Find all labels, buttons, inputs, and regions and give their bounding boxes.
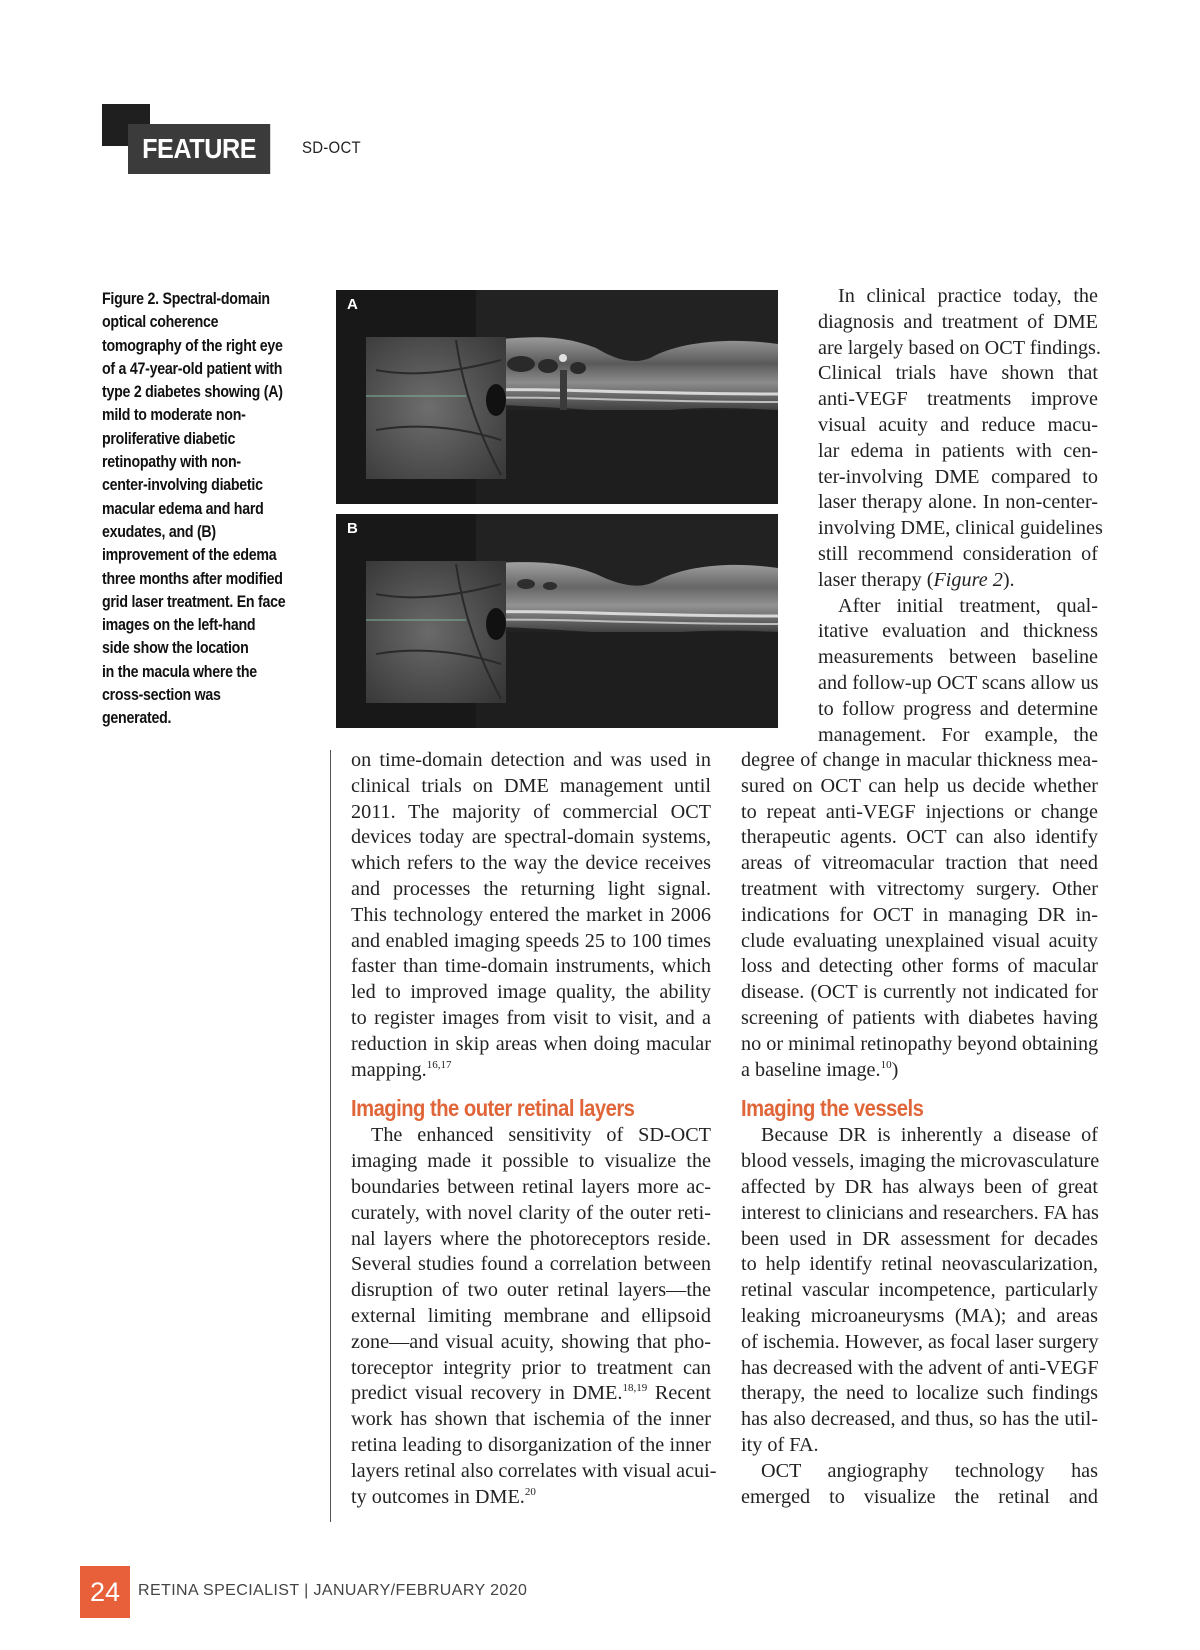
text-line: visual acuity and reduce macu- (818, 413, 1098, 436)
footer-separator: | (299, 1582, 314, 1599)
text-line: retina leading to disorganization of the inner (351, 1433, 711, 1456)
caption-line: grid laser treatment. En face (102, 592, 286, 611)
text-line: itative evaluation and thickness (818, 620, 1098, 643)
text-line: degree of change in macular thickness mea- (741, 749, 1098, 771)
text-line: Clinical trials have shown that (818, 362, 1098, 385)
text-line: still recommend consideration of (818, 542, 1098, 565)
caption-line: type 2 diabetes showing (A) (102, 383, 283, 402)
text-line: to repeat anti-VEGF injections or change (741, 800, 1098, 823)
text-line: external limiting membrane and ellipsoid (351, 1304, 711, 1327)
text-line: interest to clinicians and researchers. FA has (741, 1201, 1099, 1224)
text-line: In clinical practice today, the (838, 285, 1098, 307)
text-line: OCT angiography technology has (761, 1459, 1098, 1482)
section-topic: SD-OCT (302, 138, 361, 157)
text-line: has decreased with the advent of anti-VEGF (741, 1356, 1099, 1379)
caption-line: macular edema and hard (102, 499, 264, 518)
figure-reference: Figure 2 (933, 568, 1003, 591)
oct-panel-a (336, 290, 778, 504)
caption-line: improvement of the edema (102, 546, 277, 565)
text-line: diagnosis and treatment of DME (818, 310, 1098, 333)
text-line: Because DR is inherently a disease of (761, 1124, 1098, 1147)
text-line: 2011. The majority of commercial OCT (351, 800, 711, 823)
text-line: loss and detecting other forms of macular (741, 955, 1098, 978)
issue-date: JANUARY/FEBRUARY 2020 (313, 1582, 528, 1599)
text-line: been used in DR assessment for decades (741, 1227, 1098, 1250)
text-line: zone—and visual acuity, showing that pho- (351, 1330, 711, 1353)
right-column-top (818, 284, 1103, 748)
text-line: disruption of two outer retinal layers—the (351, 1279, 711, 1302)
text-fragment: predict visual recovery in DME. (351, 1382, 623, 1405)
caption-line: mild to moderate non- (102, 406, 246, 425)
text-line: faster than time-domain instruments, which (351, 955, 711, 978)
text-line: therapy, the need to localize such findings (741, 1382, 1098, 1405)
caption-line: side show the location (102, 639, 249, 658)
right-column (741, 748, 1098, 1510)
text-line: treatment with vitrectomy surgery. Other (741, 877, 1098, 900)
caption-line: of a 47-year-old patient with (102, 359, 283, 378)
oct-image-b (336, 514, 778, 728)
text-line: devices today are spectral-domain systems, (351, 826, 711, 849)
text-line (818, 568, 1098, 594)
caption-line: generated. (102, 709, 172, 728)
text-line: to register images from visit to visit, and a (351, 1006, 711, 1029)
text-line: measurements between baseline (818, 646, 1098, 669)
text-line: layers retinal also correlates with visual acui- (351, 1459, 717, 1482)
text-line: clude evaluating unexplained visual acuity (741, 929, 1098, 952)
text-line: laser therapy alone. In non-center- (818, 491, 1098, 514)
text-line: are largely based on OCT findings. (818, 336, 1101, 359)
oct-panel-b (336, 514, 778, 728)
section-heading: Imaging the outer retinal layers (351, 1095, 635, 1122)
column-rule (330, 750, 331, 1522)
text-line: ter-involving DME compared to (818, 465, 1098, 488)
section-heading: Imaging the vessels (741, 1095, 924, 1122)
oct-image-a (336, 290, 778, 504)
text-line: involving DME, clinical guidelines (818, 517, 1103, 540)
text-fragment: Recent (647, 1382, 711, 1405)
text-line: disease. (OCT is currently not indicated for (741, 981, 1098, 1004)
page-number: 24 (80, 1566, 130, 1618)
text-line: on time-domain detection and was used in (351, 749, 711, 771)
text-line: to help identify retinal neovascularization, (741, 1253, 1098, 1276)
text-line: no or minimal retinopathy beyond obtaining (741, 1032, 1099, 1055)
text-fragment: ). (1002, 568, 1015, 591)
text-line: to follow progress and determine (818, 697, 1098, 720)
text-line (741, 1058, 1098, 1084)
text-line: After initial treatment, qual- (838, 594, 1098, 617)
caption-line: cross-section was (102, 686, 221, 705)
text-line: which refers to the way the device receives (351, 852, 711, 875)
caption-line: optical coherence (102, 313, 219, 332)
text-line: sured on OCT can help us decide whether (741, 774, 1098, 797)
text-fragment: laser therapy ( (818, 568, 934, 591)
text-line (351, 1058, 711, 1084)
text-line: nal layers where the photoreceptors reside. (351, 1227, 711, 1250)
text-line: lar edema in patients with cen- (818, 439, 1098, 462)
figure-caption (102, 288, 334, 731)
text-line: ity of FA. (741, 1433, 819, 1456)
text-line: leaking microaneurysms (MA); and areas (741, 1304, 1098, 1327)
text-fragment: ty outcomes in DME. (351, 1485, 525, 1508)
caption-line: three months after modified (102, 569, 283, 588)
publication-name: RETINA SPECIALIST (138, 1582, 300, 1599)
caption-line: exudates, and (B) (102, 522, 216, 541)
left-column (351, 748, 717, 1510)
text-line (351, 1485, 711, 1511)
text-line: toreceptor integrity prior to treatment can (351, 1356, 711, 1379)
text-line: has also decreased, and thus, so has the util- (741, 1408, 1098, 1431)
caption-line: in the macula where the (102, 662, 257, 681)
text-line: screening of patients with diabetes having (741, 1006, 1098, 1029)
text-line: management. For example, the (818, 723, 1098, 746)
text-line: blood vessels, imaging the microvasculature (741, 1150, 1100, 1173)
text-line: areas of vitreomacular traction that need (741, 852, 1098, 875)
caption-line: proliferative diabetic (102, 429, 236, 448)
citation: 20 (524, 1485, 536, 1498)
text-line: and processes the returning light signal. (351, 877, 711, 900)
caption-line: tomography of the right eye (102, 336, 283, 355)
caption-line: Figure 2. Spectral-domain (102, 290, 270, 308)
text-line: work has shown that ischemia of the inner (351, 1408, 711, 1431)
caption-line: images on the left-hand (102, 616, 256, 635)
panel-b-label: B (347, 520, 358, 537)
text-line: therapeutic agents. OCT can also identify (741, 826, 1098, 849)
text-line: This technology entered the market in 2006 (351, 903, 711, 926)
citation: 18,19 (622, 1382, 648, 1395)
text-line: clinical trials on DME management until (351, 774, 711, 797)
text-line: affected by DR has always been of great (741, 1175, 1098, 1198)
panel-a-label: A (347, 296, 358, 313)
footer-publication (138, 1582, 527, 1600)
text-fragment: ) (891, 1058, 899, 1081)
text-line: reduction in skip areas when doing macular (351, 1032, 711, 1055)
text-line: of ischemia. However, as focal laser surgery (741, 1330, 1099, 1353)
text-line: indications for OCT in managing DR in- (741, 903, 1098, 926)
text-line: and enabled imaging speeds 25 to 100 times (351, 929, 711, 952)
section-label: FEATURE (128, 124, 270, 174)
text-line: Several studies found a correlation between (351, 1253, 711, 1276)
citation: 10 (880, 1058, 892, 1071)
text-line: anti-VEGF treatments improve (818, 388, 1098, 411)
text-fragment: mapping. (351, 1058, 427, 1081)
text-line: curately, with novel clarity of the outer reti- (351, 1201, 711, 1224)
citation: 16,17 (426, 1058, 452, 1071)
text-line: led to improved image quality, the ability (351, 981, 711, 1004)
text-line: retinal vascular incompetence, particularly (741, 1279, 1098, 1302)
text-line: The enhanced sensitivity of SD-OCT (371, 1124, 711, 1147)
text-line: emerged to visualize the retinal and (741, 1485, 1098, 1508)
text-line: boundaries between retinal layers more ac- (351, 1175, 711, 1198)
text-line (351, 1381, 711, 1407)
text-line: and follow-up OCT scans allow us (818, 671, 1099, 694)
text-line: imaging made it possible to visualize the (351, 1150, 711, 1173)
caption-line: retinopathy with non- (102, 453, 241, 472)
text-fragment: a baseline image. (741, 1058, 881, 1081)
caption-line: center-involving diabetic (102, 476, 263, 495)
